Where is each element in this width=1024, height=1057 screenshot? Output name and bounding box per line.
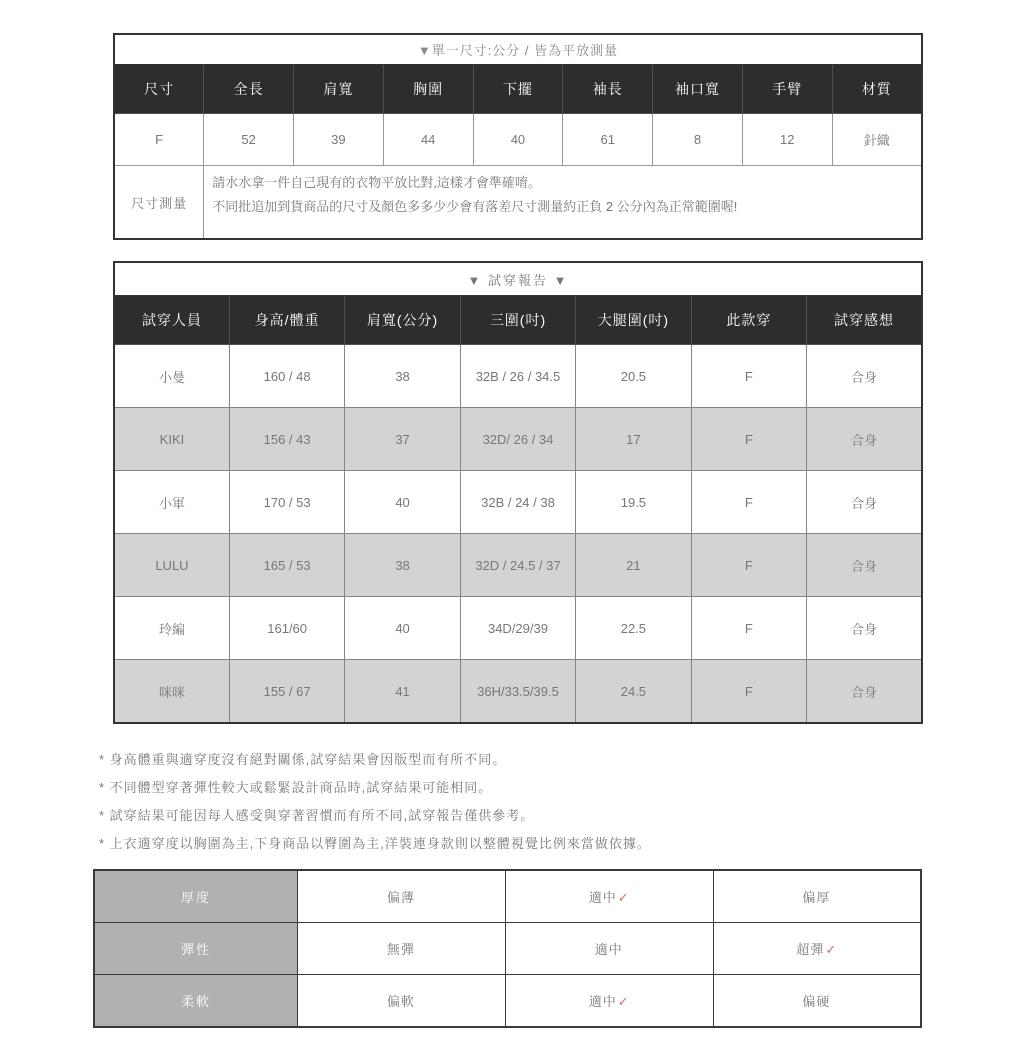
fitting-row (114, 597, 922, 660)
fit-cell-person: 小軍 (114, 471, 229, 534)
fitting-table-title-row (114, 262, 922, 296)
size-header-hem: 下擺 (473, 65, 563, 114)
measure-note-line1: 請水水拿一件自己現有的衣物平放比對,這樣才會準確唷。 (212, 175, 541, 190)
fit-cell-impression: 合身 (807, 534, 922, 597)
size-table (113, 33, 923, 240)
measure-note-line2: 不同批追加到貨商品的尺寸及顏色多多少少會有落差尺寸測量約正負 2 公分內為正常範圍喔! (212, 199, 738, 214)
fit-cell-measurements: 32B / 24 / 38 (460, 471, 575, 534)
fitting-table (113, 261, 923, 724)
fit-header-thigh: 大腿圍(吋) (576, 296, 691, 345)
attribute-option (298, 923, 506, 975)
attribute-option (298, 975, 506, 1028)
attribute-option-label: 偏硬 (802, 994, 831, 1009)
fit-cell-size-worn: F (691, 471, 806, 534)
footnotes (99, 752, 1024, 851)
size-header-shoulder: 肩寬 (294, 65, 384, 114)
fit-header-measurements: 三圍(吋) (460, 296, 575, 345)
size-table-value-row (114, 114, 922, 166)
fit-cell-shoulder: 38 (345, 534, 460, 597)
attribute-option (505, 975, 713, 1028)
footnote-line: * 不同體型穿著彈性較大或鬆緊設計商品時,試穿結果可能相同。 (99, 780, 493, 795)
attribute-option-label: 偏軟 (386, 994, 415, 1009)
attribute-label: 柔軟 (94, 975, 298, 1028)
fit-cell-person: 玲編 (114, 597, 229, 660)
attribute-option (505, 870, 713, 923)
check-mark: ✓ (617, 890, 630, 905)
attribute-option-label: 偏薄 (386, 890, 415, 905)
fit-cell-height-weight: 161/60 (229, 597, 344, 660)
fit-cell-measurements: 32D/ 26 / 34 (460, 408, 575, 471)
size-value-total-length: 52 (204, 114, 294, 166)
footnote-line: * 試穿結果可能因每人感受與穿著習慣而有所不同,試穿報告僅供參考。 (99, 808, 535, 823)
fit-cell-person: KIKI (114, 408, 229, 471)
attribute-option-label: 適中 (594, 942, 623, 957)
fit-cell-height-weight: 156 / 43 (229, 408, 344, 471)
size-value-cuff: 8 (653, 114, 743, 166)
fit-cell-impression: 合身 (807, 345, 922, 408)
size-header-bust: 胸圍 (383, 65, 473, 114)
size-header-cuff: 袖口寬 (653, 65, 743, 114)
fit-cell-person: 小曼 (114, 345, 229, 408)
size-header-arm: 手臂 (742, 65, 832, 114)
attribute-option (713, 870, 921, 923)
measure-notes (204, 166, 922, 240)
attribute-option-label: 無彈 (386, 942, 415, 957)
size-value-hem: 40 (473, 114, 563, 166)
attribute-option-label: 適中 (588, 890, 617, 905)
fitting-row (114, 408, 922, 471)
fitting-table-title: ▼ 試穿報告 ▼ (114, 262, 922, 296)
size-table-title: ▼單一尺寸:公分 / 皆為平放測量 (114, 34, 922, 65)
fit-cell-thigh: 21 (576, 534, 691, 597)
fit-header-size-worn: 此款穿 (691, 296, 806, 345)
fit-cell-size-worn: F (691, 534, 806, 597)
attribute-option-label: 偏厚 (802, 890, 831, 905)
fit-cell-shoulder: 41 (345, 660, 460, 724)
size-value-arm: 12 (742, 114, 832, 166)
fit-cell-thigh: 20.5 (576, 345, 691, 408)
size-table-measure-row (114, 166, 922, 240)
fit-cell-measurements: 36H/33.5/39.5 (460, 660, 575, 724)
fit-cell-person: 咪咪 (114, 660, 229, 724)
fit-cell-thigh: 24.5 (576, 660, 691, 724)
fit-cell-measurements: 34D/29/39 (460, 597, 575, 660)
size-value-bust: 44 (383, 114, 473, 166)
fit-cell-shoulder: 38 (345, 345, 460, 408)
attribute-row-elasticity (94, 923, 921, 975)
attribute-table (93, 869, 922, 1028)
fit-cell-size-worn: F (691, 408, 806, 471)
attribute-option (298, 870, 506, 923)
fit-cell-impression: 合身 (807, 660, 922, 724)
size-header-material: 材質 (832, 65, 922, 114)
fit-header-person: 試穿人員 (114, 296, 229, 345)
fit-cell-measurements: 32B / 26 / 34.5 (460, 345, 575, 408)
fit-cell-person: LULU (114, 534, 229, 597)
footnote-line: * 身高體重與適穿度沒有絕對關係,試穿結果會因版型而有所不同。 (99, 752, 507, 767)
fit-cell-height-weight: 155 / 67 (229, 660, 344, 724)
fit-cell-size-worn: F (691, 345, 806, 408)
fit-cell-shoulder: 40 (345, 597, 460, 660)
measure-label: 尺寸測量 (114, 166, 204, 240)
check-mark: ✓ (617, 994, 630, 1009)
size-value-material: 針織 (832, 114, 922, 166)
attribute-row-softness (94, 975, 921, 1028)
fit-cell-impression: 合身 (807, 597, 922, 660)
attribute-option-label: 超彈 (796, 942, 825, 957)
fit-header-impression: 試穿感想 (807, 296, 922, 345)
fit-cell-size-worn: F (691, 660, 806, 724)
fit-cell-thigh: 17 (576, 408, 691, 471)
attribute-option (505, 923, 713, 975)
fit-cell-shoulder: 37 (345, 408, 460, 471)
attribute-option-label: 適中 (588, 994, 617, 1009)
fit-cell-thigh: 22.5 (576, 597, 691, 660)
size-header-size: 尺寸 (114, 65, 204, 114)
size-header-sleeve: 袖長 (563, 65, 653, 114)
size-table-title-row (114, 34, 922, 65)
fit-cell-height-weight: 160 / 48 (229, 345, 344, 408)
fitting-row (114, 660, 922, 724)
fit-header-height-weight: 身高/體重 (229, 296, 344, 345)
fitting-row (114, 534, 922, 597)
fit-cell-thigh: 19.5 (576, 471, 691, 534)
size-value-shoulder: 39 (294, 114, 384, 166)
fit-cell-impression: 合身 (807, 471, 922, 534)
footnote-line: * 上衣適穿度以胸圍為主,下身商品以臀圍為主,洋裝連身款則以整體視覺比例來當做依據。 (99, 836, 651, 851)
fit-cell-measurements: 32D / 24.5 / 37 (460, 534, 575, 597)
size-header-total-length: 全長 (204, 65, 294, 114)
size-value-size: F (114, 114, 204, 166)
fit-header-shoulder: 肩寬(公分) (345, 296, 460, 345)
fitting-row (114, 345, 922, 408)
fit-cell-height-weight: 165 / 53 (229, 534, 344, 597)
attribute-option (713, 975, 921, 1028)
size-table-header-row (114, 65, 922, 114)
size-value-sleeve: 61 (563, 114, 653, 166)
attribute-label: 厚度 (94, 870, 298, 923)
fit-cell-size-worn: F (691, 597, 806, 660)
fit-cell-impression: 合身 (807, 408, 922, 471)
attribute-row-thickness (94, 870, 921, 923)
fitting-row (114, 471, 922, 534)
fit-cell-height-weight: 170 / 53 (229, 471, 344, 534)
attribute-option (713, 923, 921, 975)
fit-cell-shoulder: 40 (345, 471, 460, 534)
fitting-table-header-row (114, 296, 922, 345)
attribute-label: 彈性 (94, 923, 298, 975)
check-mark: ✓ (825, 942, 838, 957)
